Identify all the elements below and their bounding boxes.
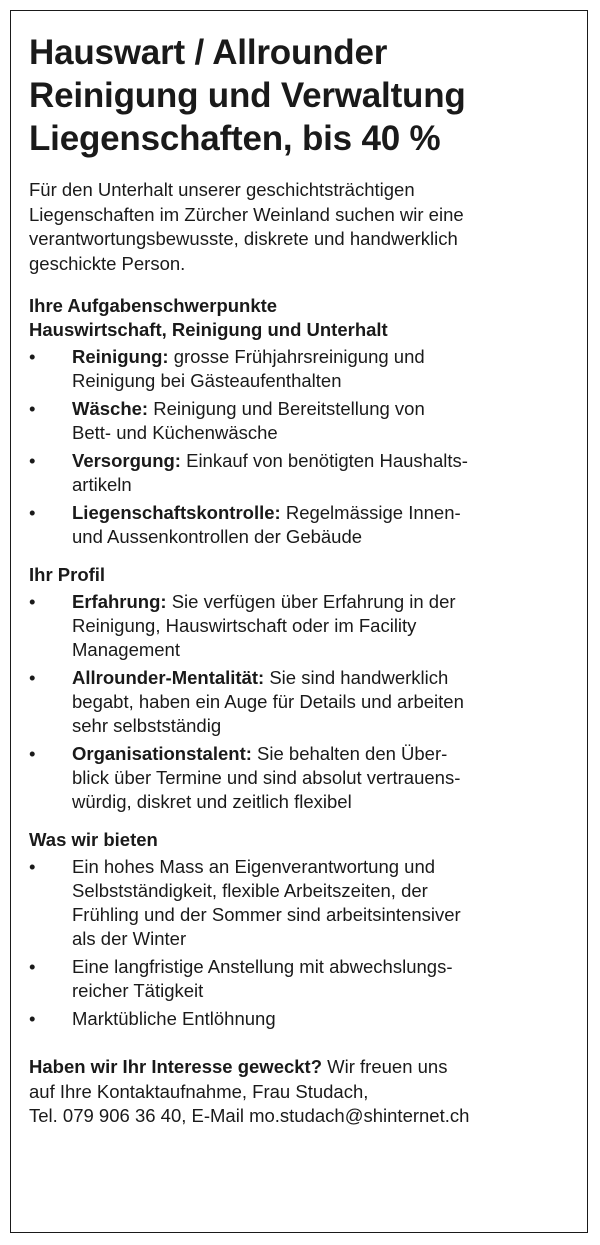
bullet: •	[29, 1008, 36, 1029]
item-text: Einkauf von benötigten Haushalts-	[180, 450, 468, 471]
title-line: Reinigung und Verwaltung	[29, 76, 466, 115]
bullet: •	[29, 956, 36, 977]
item-text: Ein hohes Mass an Eigenverantwortung und	[72, 856, 436, 877]
profile-list	[29, 590, 574, 814]
item-label: Erfahrung:	[72, 591, 167, 612]
item-text: artikeln	[72, 474, 132, 495]
item-text: Management	[72, 639, 180, 660]
profile-heading-text: Ihr Profil	[29, 564, 106, 585]
list-item	[29, 1007, 574, 1031]
list-item	[29, 397, 574, 445]
item-text: blick über Termine und sind absolut vertrauens-	[72, 767, 461, 788]
offer-heading	[29, 828, 574, 852]
tasks-list	[29, 345, 574, 549]
item-text: Selbstständigkeit, flexible Arbeitszeiten, der	[72, 880, 428, 901]
title-line: Hauswart / Allrounder	[29, 33, 388, 72]
intro-paragraph	[29, 178, 574, 276]
offer-list	[29, 855, 574, 1031]
item-text: als der Winter	[72, 928, 187, 949]
ad-content	[29, 31, 574, 1129]
item-text: Sie sind handwerklich	[264, 667, 449, 688]
tasks-heading-line: Hauswirtschaft, Reinigung und Unterhalt	[29, 319, 388, 340]
item-text: und Aussenkontrollen der Gebäude	[72, 526, 363, 547]
item-text: Frühling und der Sommer sind arbeitsintensiver	[72, 904, 461, 925]
item-text: sehr selbstständig	[72, 715, 222, 736]
bullet: •	[29, 450, 36, 471]
bullet: •	[29, 591, 36, 612]
list-item	[29, 501, 574, 549]
intro-line: verantwortungsbewusste, diskrete und handwerklich	[29, 228, 458, 249]
item-text: Marktübliche Entlöhnung	[72, 1008, 276, 1029]
intro-line: geschickte Person.	[29, 252, 186, 274]
item-label: Wäsche:	[72, 398, 149, 419]
closing-question: Haben wir Ihr Interesse geweckt?	[29, 1056, 323, 1077]
bullet: •	[29, 743, 36, 764]
item-label: Versorgung:	[72, 450, 181, 471]
title-line: Liegenschaften, bis 40 %	[29, 119, 441, 158]
bullet: •	[29, 346, 36, 367]
tasks-heading	[29, 294, 574, 342]
ad-title	[29, 31, 574, 160]
item-text: begabt, haben ein Auge für Details und arbeiten	[72, 691, 464, 712]
item-text: grosse Frühjahrsreinigung und	[168, 346, 425, 367]
item-label: Reinigung:	[72, 346, 169, 367]
item-text: Reinigung bei Gästeaufenthalten	[72, 370, 342, 391]
item-label: Organisationstalent:	[72, 743, 252, 764]
list-item	[29, 590, 574, 662]
list-item	[29, 955, 574, 1003]
item-label: Liegenschaftskontrolle:	[72, 502, 281, 523]
item-text: Reinigung, Hauswirtschaft oder im Facility	[72, 615, 417, 636]
item-label: Allrounder-Mentalität:	[72, 667, 265, 688]
item-text: Reinigung und Bereitstellung von	[148, 398, 425, 419]
item-text: Regelmässige Innen-	[280, 502, 461, 523]
contact-details: Tel. 079 906 36 40, E-Mail mo.studach@shinternet.ch	[29, 1105, 470, 1126]
list-item	[29, 855, 574, 951]
bullet: •	[29, 667, 36, 688]
intro-line: Für den Unterhalt unserer geschichtsträchtigen	[29, 179, 415, 200]
list-item	[29, 742, 574, 814]
job-advertisement	[10, 10, 588, 1233]
item-text: Sie behalten den Über-	[251, 743, 448, 764]
offer-heading-text: Was wir bieten	[29, 829, 158, 850]
closing-paragraph	[29, 1055, 574, 1129]
bullet: •	[29, 398, 36, 419]
bullet: •	[29, 856, 36, 877]
closing-text: Wir freuen uns	[322, 1056, 448, 1077]
intro-line: Liegenschaften im Zürcher Weinland suchen wir eine	[29, 203, 464, 225]
item-text: reicher Tätigkeit	[72, 980, 204, 1001]
bullet: •	[29, 502, 36, 523]
list-item	[29, 449, 574, 497]
list-item	[29, 345, 574, 393]
list-item	[29, 666, 574, 738]
item-text: Sie verfügen über Erfahrung in der	[166, 591, 456, 612]
closing-text: auf Ihre Kontaktaufnahme, Frau Studach,	[29, 1080, 369, 1102]
tasks-heading-line: Ihre Aufgabenschwerpunkte	[29, 295, 278, 316]
item-text: würdig, diskret und zeitlich flexibel	[72, 791, 352, 812]
item-text: Bett- und Küchenwäsche	[72, 422, 278, 443]
profile-heading	[29, 563, 574, 587]
item-text: Eine langfristige Anstellung mit abwechslungs-	[72, 956, 453, 977]
